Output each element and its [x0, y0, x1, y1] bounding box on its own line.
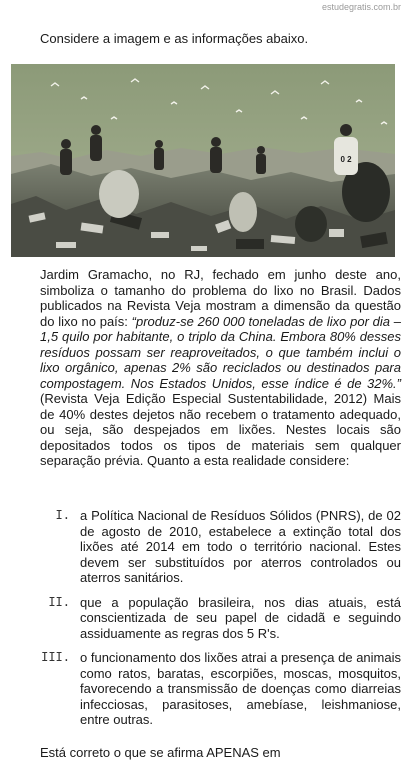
- statement-list: [26, 508, 401, 737]
- statement-text: que a população brasileira, nos dias atuais, está conscientizada de seu papel de cidadã e seguindo assiduamente as regras dos 5 R's.: [80, 594, 401, 641]
- statement-number: III.: [41, 650, 70, 664]
- passage-intro: Jardim Gramacho, no RJ, fechado em junho deste ano, simboliza o tamanho do problema do lixo no Brasil. Dados publicados na Revista Veja mostram a dimensão da questão do lixo no país:: [40, 267, 401, 329]
- passage-continuation: (Revista Veja Edição Especial Sustentabilidade, 2012) Mais de 40% destes dejetos não recebem o tratamento adequado, ou seja, são despejados em lixões. Nestes locais são depositados todos os tipos de materiais sem qualquer separação prévia. Quanto a esta realidade considere:: [40, 391, 401, 468]
- statement-item: [26, 650, 401, 728]
- site-watermark: estudegratis.com.br: [321, 2, 401, 12]
- passage-quote: “produz-se 260 000 toneladas de lixo por dia – 1,5 quilo por habitante, o triplo da China. Embora 80% desses resíduos possam ser reaproveitados, o que também inclui o lixo orgânico, apenas 2% são reciclados ou destinados para compostagem. Nos Estados Unidos, esse índice é de 32%.”: [40, 313, 402, 391]
- statement-text: a Política Nacional de Resíduos Sólidos (PNRS), de 02 de agosto de 2010, estabelece a extinção total dos lixões até 2014 em todo o território nacional. Estes devem ser substituídos por aterros controlados ou aterros sanitários.: [80, 508, 401, 585]
- landfill-photo: [11, 64, 395, 257]
- statement-item: [26, 508, 401, 586]
- passage: [40, 267, 401, 469]
- statement-number: II.: [48, 594, 70, 609]
- vest-number-label: 0 2: [340, 155, 352, 164]
- question-prompt: Está correto o que se afirma APENAS em: [40, 745, 281, 760]
- intro-text: Considere a imagem e as informações abaixo.: [40, 31, 309, 46]
- statement-number: I.: [55, 508, 70, 522]
- statement-text: o funcionamento dos lixões atrai a presença de animais como ratos, baratas, escorpiões, moscas, mosquitos, favorecendo a transmissão de doenças como diarreias infecciosas, parasitoses, amebíase, leishmaniose, entre outras.: [80, 650, 401, 727]
- statement-item: [26, 595, 401, 642]
